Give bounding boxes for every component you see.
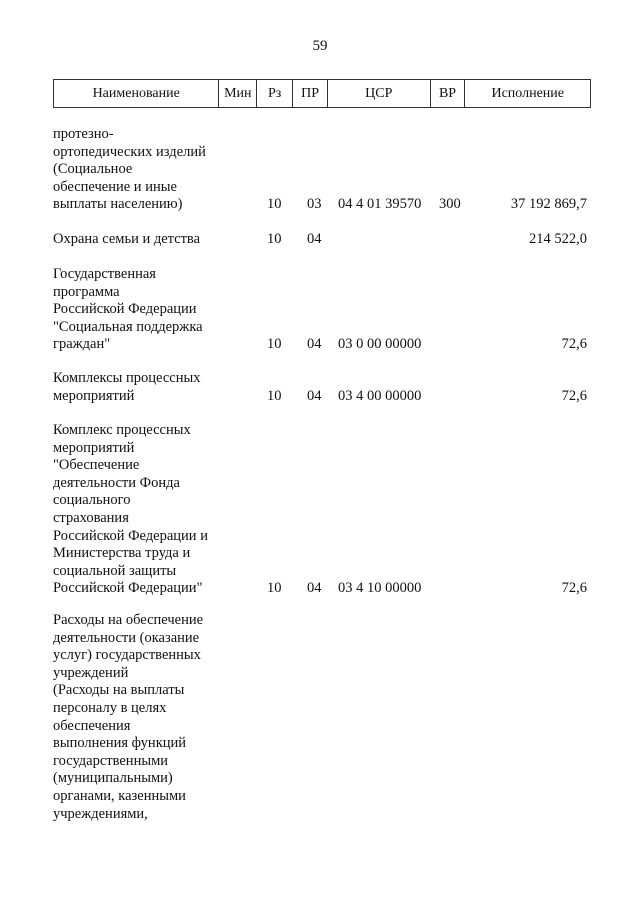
row-rz: 10 [267,336,282,353]
row-name: Расходы на обеспечение деятельности (оказание услуг) государственных учреждений (Расходы на выплаты персоналу в целях обеспечения выполнения функций государственными (муниципальными) органами, казенными учреждениями, [53,612,204,822]
row-name: Комплекс процессных мероприятий "Обеспечение деятельности Фонда социального страхования Российской Федерации и Министерства труда и социальной защиты Российской Федерации" [53,422,208,597]
column-header-rz: Рз [257,80,293,107]
table-row [53,612,591,823]
row-name: Охрана семьи и детства [53,231,201,247]
row-pr: 04 [307,231,322,247]
row-csr: 03 4 00 00000 [338,387,422,404]
row-isp: 72,6 [561,336,587,353]
row-pr: 04 [307,336,322,353]
row-name: протезно- ортопедических изделий (Социальное обеспечение и иные выплаты населению) [53,126,206,213]
table-row [53,231,591,249]
column-header-name: Наименование [54,80,219,107]
column-header-vr: ВР [431,80,466,107]
row-rz: 10 [267,231,282,247]
table-row [53,126,591,214]
row-pr: 04 [307,580,322,597]
row-isp: 37 192 869,7 [510,196,587,213]
row-rz: 10 [267,387,282,404]
row-rz: 10 [267,196,282,213]
row-isp: 72,6 [561,387,587,404]
row-isp: 72,6 [561,580,587,597]
row-name: Комплексы процессных мероприятий [53,370,201,404]
row-csr: 03 0 00 00000 [338,336,422,353]
row-vr: 300 [439,196,461,213]
table-row [53,266,591,354]
column-header-min: Мин [219,80,257,107]
column-header-isp: Исполнение [491,85,564,101]
row-name: Государственная программа Российской Федерации "Социальная поддержка граждан" [53,266,203,353]
row-csr: 03 4 10 00000 [338,580,422,597]
column-header-csr: ЦСР [328,80,431,107]
row-pr: 04 [307,387,322,404]
column-header-pr: ПР [293,80,328,107]
table-header [53,79,591,108]
page-number: 59 [312,38,328,54]
row-pr: 03 [307,196,322,213]
row-csr: 04 4 01 39570 [338,196,422,213]
row-rz: 10 [267,580,282,597]
row-isp: 214 522,0 [529,231,587,247]
table-row [53,422,591,598]
table-row [53,370,591,405]
